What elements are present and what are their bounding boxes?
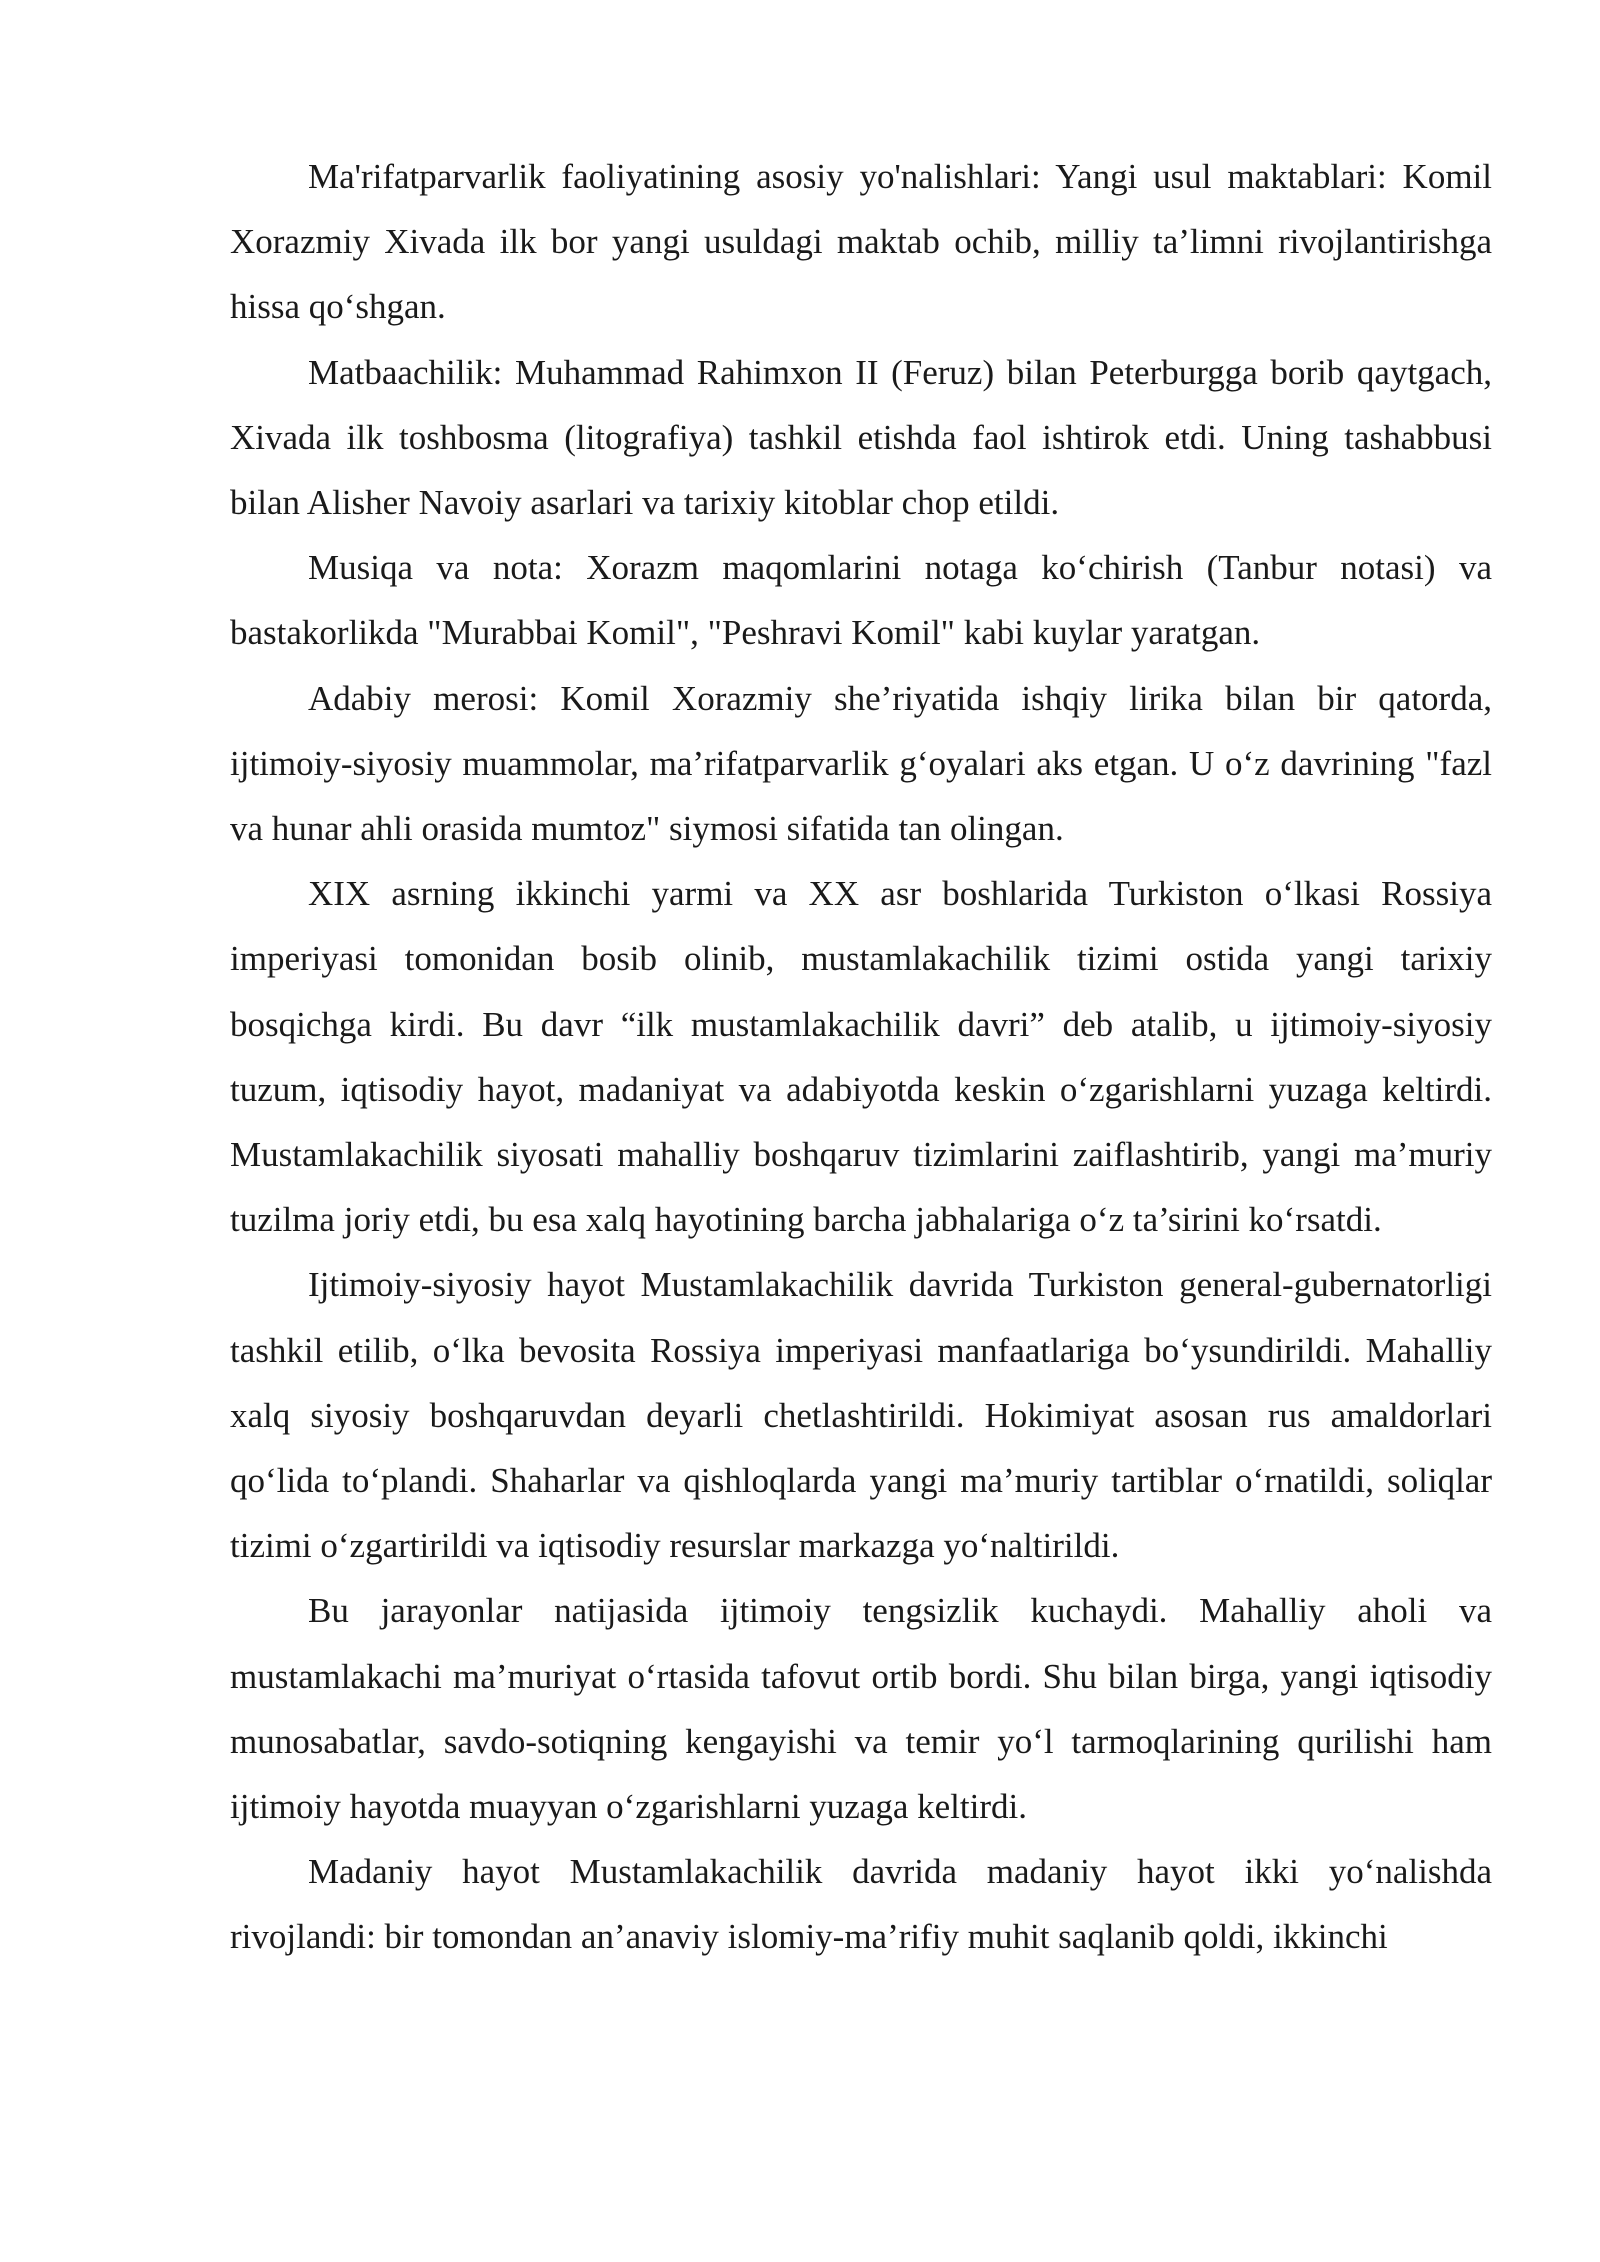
paragraph-printing: Matbaachilik: Muhammad Rahimxon II (Feruz) bilan Peterburgga borib qaytgach, Xivada ilk toshbosma (litografiya) tashkil etishda faol ishtirok etdi. Uning tashabbusi bilan Alisher Navoiy asarlari va tarixiy kitoblar chop etildi. (230, 352, 1492, 523)
paragraph-enlightenment-directions: Ma'rifatparvarlik faoliyatining asosiy yo'nalishlari: Yangi usul maktablari: Komil Xorazmiy Xivada ilk bor yangi usuldagi maktab ochib, milliy ta’limni rivojlantirishga hissa qo‘shgan. (230, 157, 1492, 327)
paragraph-socio-political-life: Ijtimoiy-siyosiy hayot Mustamlakachilik davrida Turkiston general-gubernatorligi tashkil etilib, o‘lka bevosita Rossiya imperiyasi manfaatlariga bo‘ysundirildi. Mahalliy xalq siyosiy boshqaruvdan deyarli chetlashtirildi. Hokimiyat asosan rus amaldorlari qo‘lida to‘plandi. Shaharlar va qishloqlarda yangi ma’muriy tartiblar o‘rnatildi, soliqlar tizimi o‘zgartirildi va iqtisodiy resurslar markazga yo‘naltirildi. (230, 1265, 1492, 1566)
paragraph-colonial-period: XIX asrning ikkinchi yarmi va XX asr boshlarida Turkiston o‘lkasi Rossiya imperiyasi tomonidan bosib olinib, mustamlakachilik tizimi ostida yangi tarixiy bosqichga kirdi. Bu davr “ilk mustamlakachilik davri” deb atalib, u ijtimoiy-siyosiy tuzum, iqtisodiy hayot, madaniyat va adabiyotda keskin o‘zgarishlarni yuzaga keltirdi. Mustamlakachilik siyosati mahalliy boshqaruv tizimlarini zaiflashtirib, yangi ma’muriy tuzilma joriy etdi, bu esa xalq hayotining barcha jabhalariga o‘z ta’sirini ko‘rsatdi. (230, 874, 1492, 1240)
body-text (230, 144, 1492, 1970)
paragraph-social-inequality: Bu jarayonlar natijasida ijtimoiy tengsizlik kuchaydi. Mahalliy aholi va mustamlakachi ma’muriyat o‘rtasida tafovut ortib bordi. Shu bilan birga, yangi iqtisodiy munosabatlar, savdo-sotiqning kengayishi va temir yo‘l tarmoqlarining qurilishi ham ijtimoiy hayotda muayyan o‘zgarishlarni yuzaga keltirdi. (230, 1591, 1492, 1827)
paragraph-music-notation: Musiqa va nota: Xorazm maqomlarini notaga ko‘chirish (Tanbur notasi) va bastakorlikda "Murabbai Komil", "Peshravi Komil" kabi kuylar yaratgan. (230, 548, 1492, 653)
paragraph-literary-heritage: Adabiy merosi: Komil Xorazmiy she’riyatida ishqiy lirika bilan bir qatorda, ijtimoiy-siyosiy muammolar, ma’rifatparvarlik g‘oyalari aks etgan. U o‘z davrining "fazl va hunar ahli orasida mumtoz" siymosi sifatida tan olingan. (230, 678, 1492, 849)
paragraph-cultural-life: Madaniy hayot Mustamlakachilik davrida madaniy hayot ikki yo‘nalishda rivojlandi: bir tomondan an’anaviy islomiy-ma’rifiy muhit saqlanib qoldi, ikkinchi (230, 1852, 1492, 1957)
